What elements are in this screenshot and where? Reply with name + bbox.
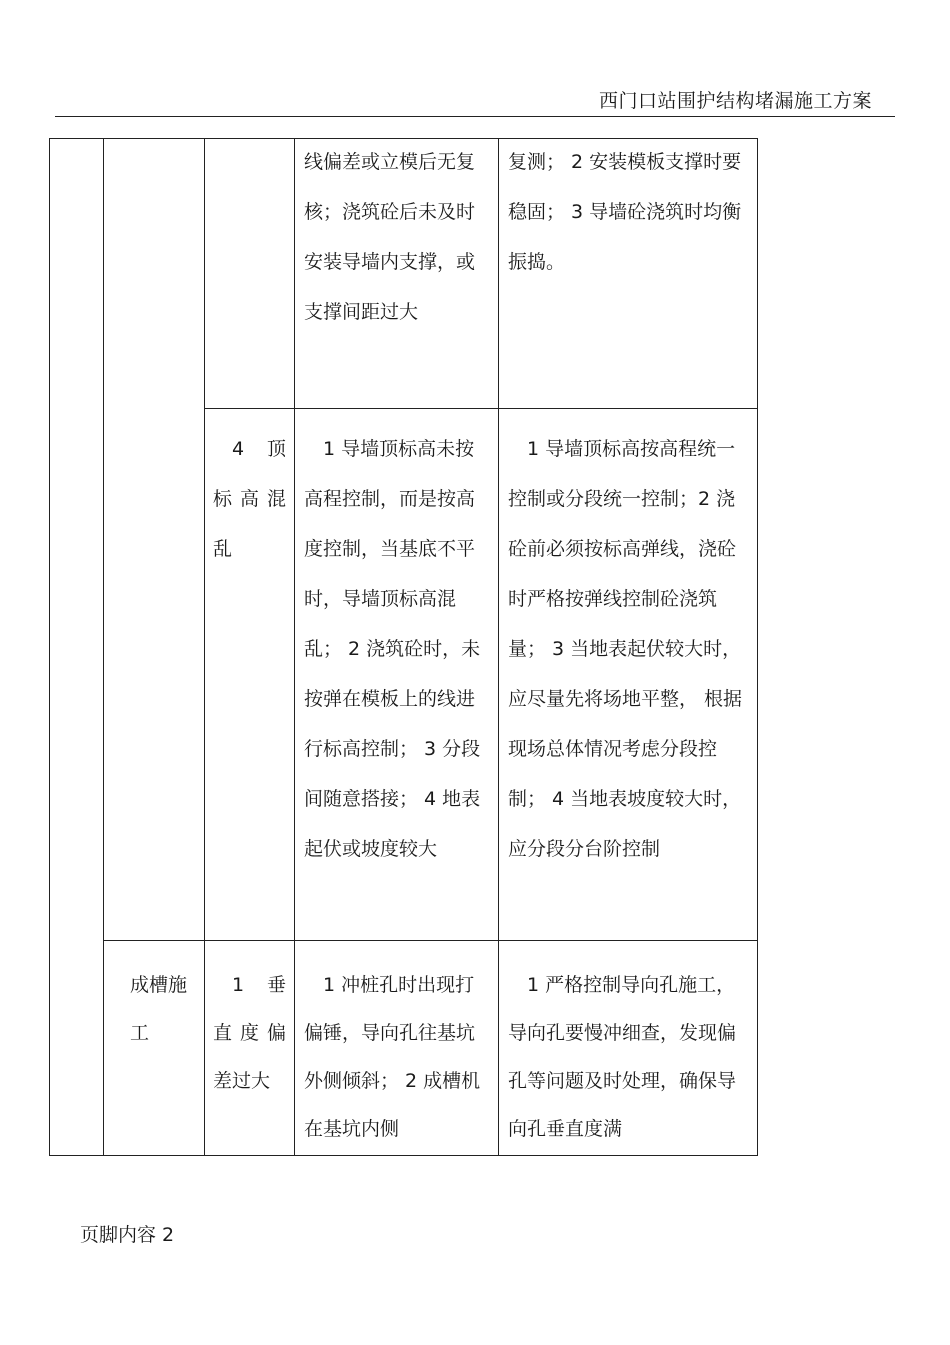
- problem-cell: [205, 941, 295, 1156]
- cause-cell: [295, 409, 499, 941]
- problem-cell: [205, 139, 295, 409]
- document-header-title: 西门口站围护结构堵漏施工方案: [598, 90, 872, 112]
- cause-cell: [295, 139, 499, 409]
- process-cell: [104, 139, 205, 941]
- measure-text: 复测； 2 安装模板支撑时要稳固； 3 导墙砼浇筑时均衡振捣。: [508, 151, 742, 273]
- category-cell: [50, 139, 104, 1156]
- measure-cell: [499, 409, 758, 941]
- cause-text: 1 导墙顶标高未按高程控制，而是按高度控制，当基底不平时，导墙顶标高混乱； 2 浇筑砼时，未按弹在模板上的线进行标高控制； 3 分段间随意搭接； 4 地表起伏或坡度较大: [304, 438, 481, 860]
- measure-text: 1 导墙顶标高按高程统一控制或分段统一控制；2 浇砼前必须按标高弹线，浇砼时严格按弹线控制砼浇筑量； 3 当地表起伏较大时， 应尽量先将场地平整， 根据现场总体情况考虑分段控制； 4 当地表坡度较大时， 应分段分台阶控制: [508, 438, 743, 860]
- problem-cell: [205, 409, 295, 941]
- table-row: [50, 941, 758, 1156]
- cause-cell: [295, 941, 499, 1156]
- measure-cell: [499, 139, 758, 409]
- problem-text: 1 垂直度偏差过大: [213, 974, 286, 1092]
- process-cell: [104, 941, 205, 1156]
- cause-text: 1 冲桩孔时出现打偏锤，导向孔往基坑外侧倾斜； 2 成槽机在基坑内侧: [304, 974, 481, 1140]
- header-divider: [55, 116, 895, 117]
- page-footer: 页脚内容 2: [80, 1224, 175, 1246]
- process-text: 成槽施工: [130, 974, 188, 1044]
- measure-cell: [499, 941, 758, 1156]
- table-row: [50, 139, 758, 409]
- problem-text: 4 顶标高混乱: [213, 438, 286, 560]
- cause-text: 线偏差或立模后无复核；浇筑砼后未及时安装导墙内支撑，或支撑间距过大: [304, 151, 476, 323]
- construction-issues-table: [49, 138, 758, 1156]
- measure-text: 1 严格控制导向孔施工，导向孔要慢冲细查，发现偏孔等问题及时处理，确保导向孔垂直度满: [508, 974, 737, 1140]
